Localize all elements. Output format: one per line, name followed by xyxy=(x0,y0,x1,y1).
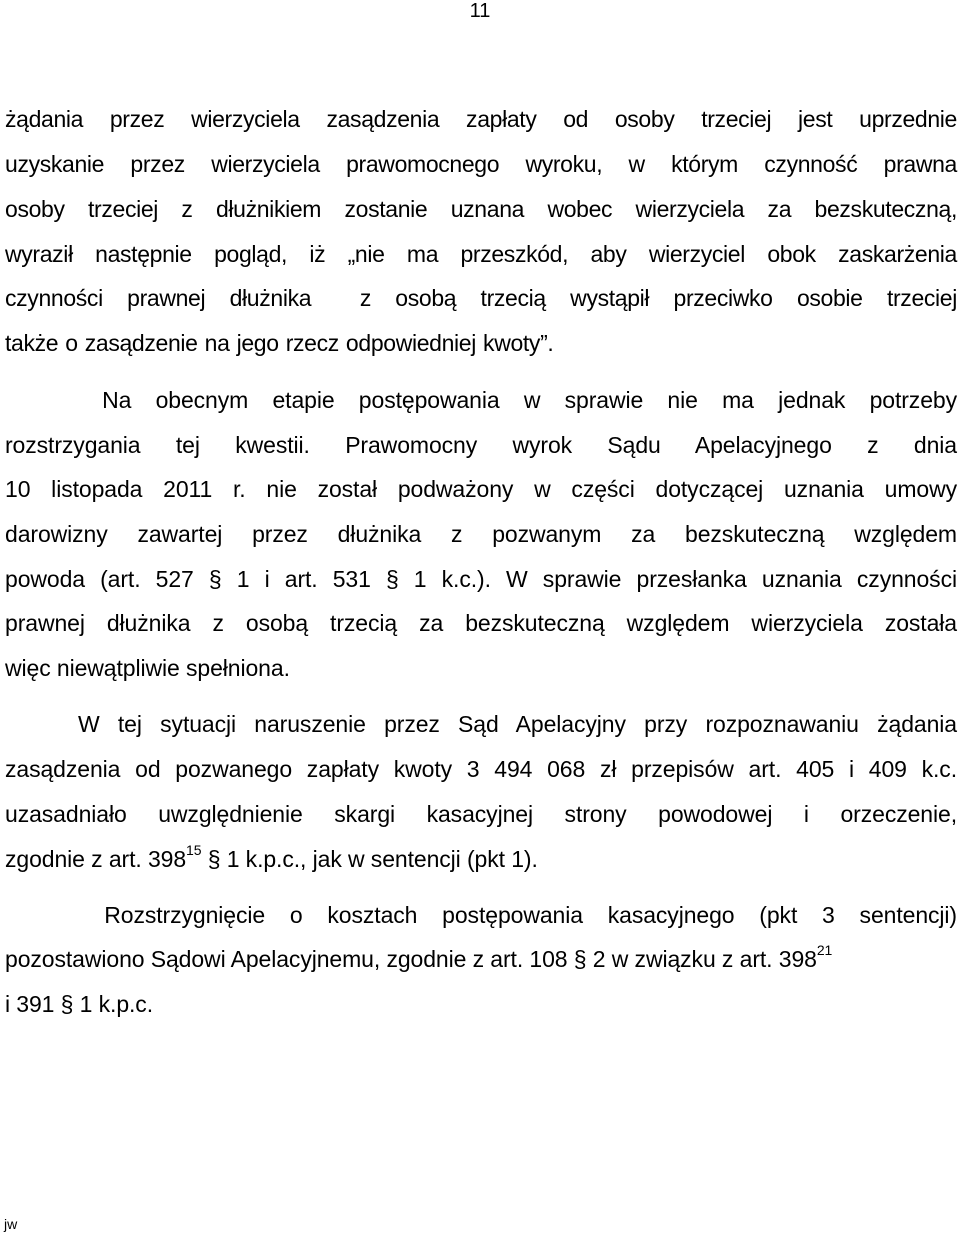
superscript: 21 xyxy=(816,942,833,959)
text-line: uzasadniało uwzględnienie skargi kasacyjnej strony powodowej i orzeczenie, xyxy=(5,801,957,827)
text-line: 10 listopada 2011 r. nie został podważony w części dotyczącej uznania umowy xyxy=(5,476,957,502)
text-line: osoby trzeciej z dłużnikiem zostanie uznana wobec wierzyciela za bezskuteczną, xyxy=(5,196,957,222)
text-line: darowizny zawartej przez dłużnika z pozwanym za bezskuteczną względem xyxy=(5,521,957,547)
superscript: 15 xyxy=(186,842,202,859)
text-line: wyraził następnie pogląd, iż „nie ma przeszkód, aby wierzyciel obok zaskarżenia xyxy=(5,241,957,267)
text-line: i 391 § 1 k.p.c. xyxy=(5,991,153,1017)
text-segment: pozostawiono Sądowi Apelacyjnemu, zgodnie z art. 108 § 2 w związku z art. 398 xyxy=(5,946,817,972)
page-number: 11 xyxy=(469,0,491,22)
text-line: żądania przez wierzyciela zasądzenia zapłaty od osoby trzeciej jest uprzednie xyxy=(5,106,957,132)
text-line xyxy=(5,844,538,874)
text-line: czynności prawnej dłużnika z osobą trzecią wystąpił przeciwko osobie trzeciej xyxy=(5,285,957,311)
text-segment: zgodnie z art. 398 xyxy=(5,846,187,872)
text-line: powoda (art. 527 § 1 i art. 531 § 1 k.c.). W sprawie przesłanka uznania czynności xyxy=(5,566,957,592)
text-line: Na obecnym etapie postępowania w sprawie nie ma jednak potrzeby xyxy=(5,387,957,413)
text-line: zasądzenia od pozwanego zapłaty kwoty 3 494 068 zł przepisów art. 405 i 409 k.c. xyxy=(5,756,957,782)
text-line: uzyskanie przez wierzyciela prawomocnego wyroku, w którym czynność prawna xyxy=(5,151,957,177)
footer-initials: jw xyxy=(4,1216,18,1232)
text-line: więc niewątpliwie spełniona. xyxy=(5,655,290,681)
text-line: W tej sytuacji naruszenie przez Sąd Apelacyjny przy rozpoznawaniu żądania xyxy=(5,711,957,737)
text-line xyxy=(5,944,832,974)
text-line: rozstrzygania tej kwestii. Prawomocny wyrok Sądu Apelacyjnego z dnia xyxy=(5,432,957,458)
text-segment: § 1 k.p.c., jak w sentencji (pkt 1). xyxy=(201,846,538,872)
text-line: także o zasądzenie na jego rzecz odpowiedniej kwoty”. xyxy=(5,330,554,356)
text-line: Rozstrzygnięcie o kosztach postępowania kasacyjnego (pkt 3 sentencji) xyxy=(5,902,957,928)
text-line: prawnej dłużnika z osobą trzecią za bezskuteczną względem wierzyciela została xyxy=(5,610,957,636)
